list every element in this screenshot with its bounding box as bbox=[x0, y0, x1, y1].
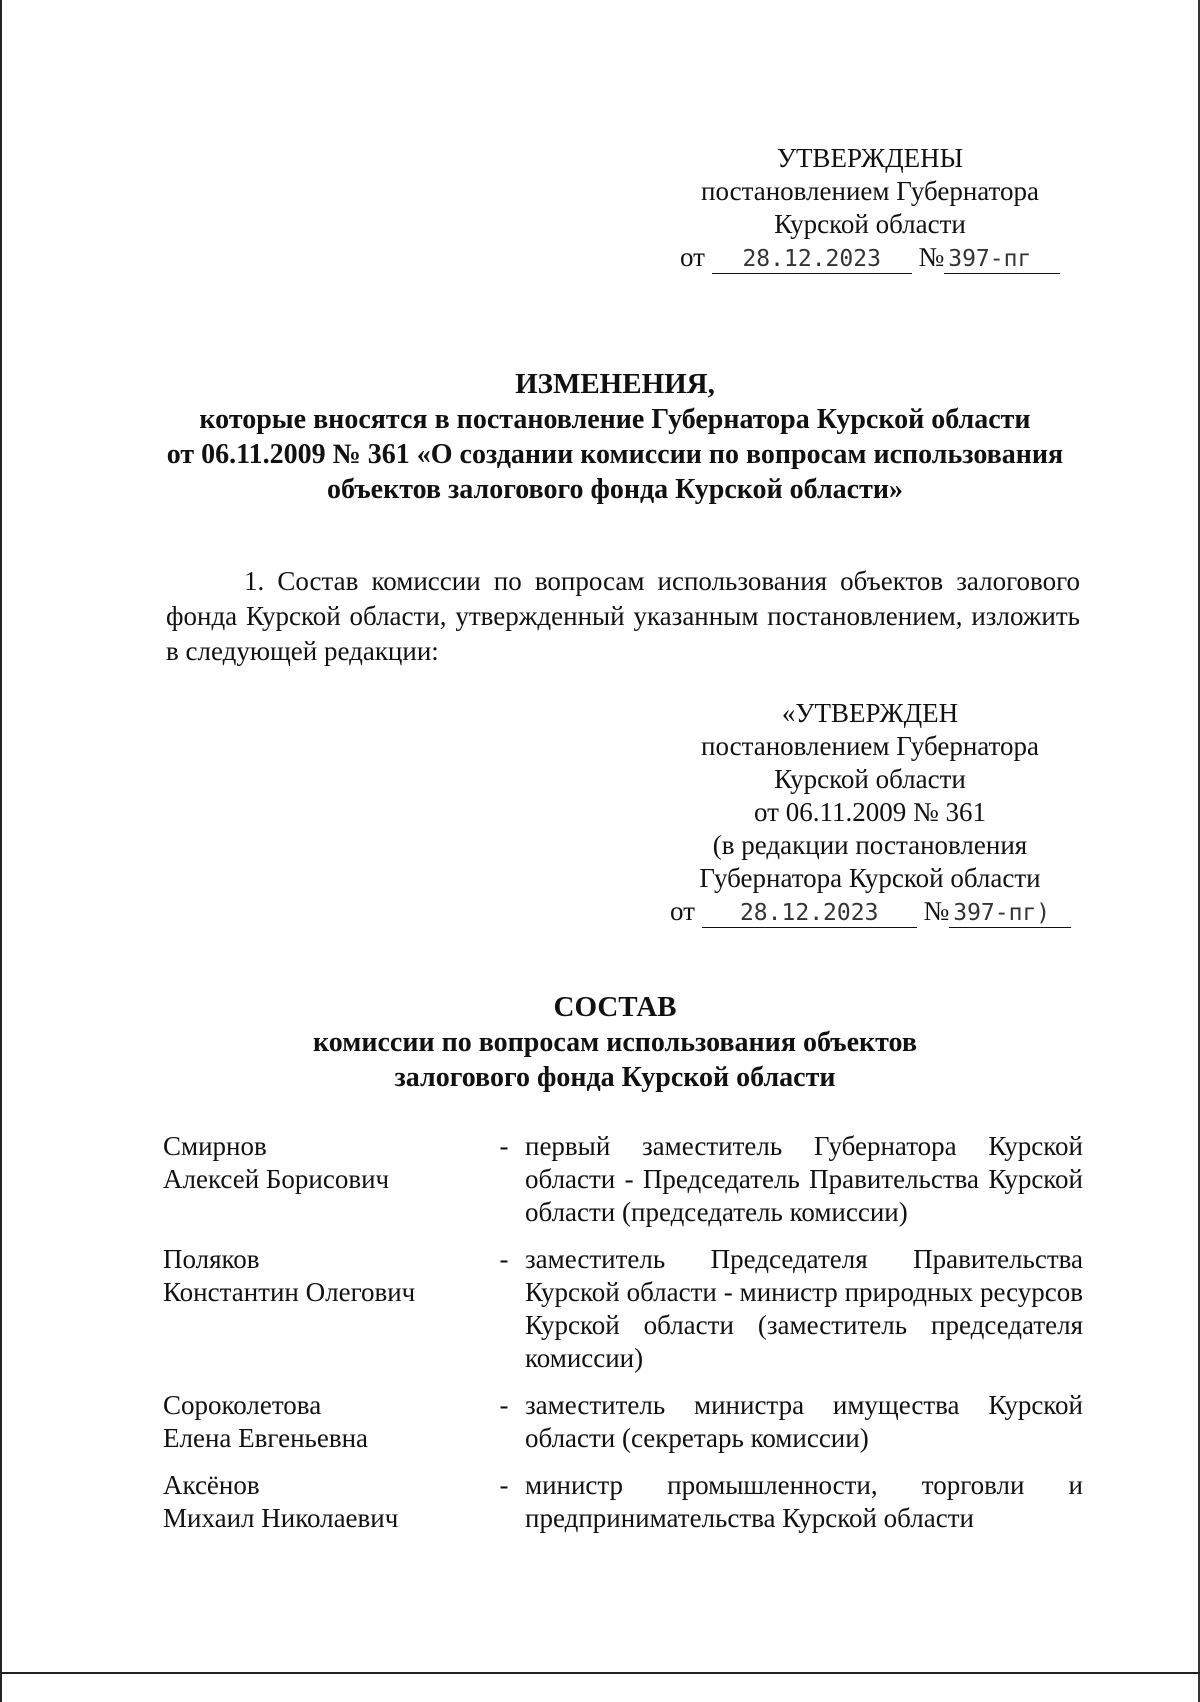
member-dash: - bbox=[499, 1244, 509, 1274]
member-surname: Сороколетова bbox=[163, 1390, 322, 1420]
changes-heading: ИЗМЕНЕНИЯ, bbox=[515, 368, 715, 400]
approval-line: постановлением Губернатора bbox=[701, 731, 1039, 761]
member-dash: - bbox=[499, 1470, 509, 1500]
approval-dateline bbox=[670, 895, 1070, 928]
member-role: министр промышленности, торговли и предпринимательства Курской области bbox=[525, 1470, 1083, 1533]
date-prefix: от bbox=[680, 242, 705, 272]
member-name bbox=[163, 1469, 483, 1535]
changes-subtitle-line: которые вносятся в постановление Губернатора Курской области bbox=[199, 404, 1031, 435]
member-given-name: Елена Евгеньевна bbox=[163, 1423, 369, 1453]
approval-line: Курской области bbox=[774, 209, 966, 239]
number-prefix: № bbox=[918, 242, 945, 272]
member-row bbox=[163, 1469, 1083, 1535]
composition-subtitle-line: комиссии по вопросам использования объектов bbox=[313, 1027, 917, 1058]
approval-date: 28.12.2023 bbox=[702, 899, 917, 928]
composition-subtitle-line: залогового фонда Курской области bbox=[394, 1062, 836, 1093]
member-dash: - bbox=[499, 1390, 509, 1420]
composition-heading: СОСТАВ bbox=[553, 991, 677, 1023]
members-list bbox=[163, 1130, 1083, 1549]
member-row bbox=[163, 1243, 1083, 1375]
member-row bbox=[163, 1389, 1083, 1455]
member-surname: Смирнов bbox=[163, 1131, 267, 1161]
changes-subtitle-line: от 06.11.2009 № 361 «О создании комиссии по вопросам использования bbox=[166, 439, 1064, 470]
approval-date: 28.12.2023 bbox=[712, 245, 912, 274]
member-surname: Аксёнов bbox=[163, 1470, 260, 1500]
member-row bbox=[163, 1130, 1083, 1229]
approval-line: (в редакции постановления bbox=[712, 830, 1028, 860]
scan-edge-bottom bbox=[0, 1672, 1200, 1674]
member-surname: Поляков bbox=[163, 1244, 260, 1274]
approval-line: Курской области bbox=[774, 764, 966, 794]
approval-block-inner bbox=[670, 697, 1070, 928]
member-name bbox=[163, 1243, 483, 1375]
member-given-name: Константин Олегович bbox=[163, 1277, 416, 1307]
member-name bbox=[163, 1130, 483, 1229]
changes-title bbox=[150, 367, 1080, 507]
approval-number: 397-пг bbox=[944, 245, 1060, 274]
composition-title bbox=[150, 990, 1080, 1095]
approval-block-top bbox=[680, 142, 1060, 274]
approval-heading: УТВЕРЖДЕНЫ bbox=[776, 143, 964, 173]
member-dash: - bbox=[499, 1131, 509, 1161]
number-prefix: № bbox=[923, 896, 950, 926]
approval-line: Губернатора Курской области bbox=[699, 863, 1041, 893]
approval-dateline bbox=[680, 241, 1060, 274]
approval-number: 397-пг) bbox=[949, 899, 1071, 928]
member-role: заместитель министра имущества Курской области (секретарь комиссии) bbox=[525, 1390, 1083, 1453]
member-given-name: Алексей Борисович bbox=[163, 1164, 390, 1194]
paragraph-1: 1. Состав комиссии по вопросам использования объектов залогового фонда Курской области, утвержденный указанным постановлением, изложить в следующей редакции: bbox=[166, 566, 1080, 666]
member-role: первый заместитель Губернатора Курской области - Председатель Правительства Курской области (председатель комиссии) bbox=[525, 1131, 1083, 1227]
scan-edge-left bbox=[0, 0, 2, 1702]
member-name bbox=[163, 1389, 483, 1455]
date-prefix: от bbox=[670, 896, 695, 926]
changes-subtitle-line: объектов залогового фонда Курской области» bbox=[327, 474, 903, 505]
approval-line: от 06.11.2009 № 361 bbox=[754, 797, 986, 827]
member-role: заместитель Председателя Правительства Курской области - министр природных ресурсов Курской области (заместитель председателя комиссии) bbox=[525, 1244, 1083, 1373]
approval-line: постановлением Губернатора bbox=[701, 176, 1039, 206]
member-given-name: Михаил Николаевич bbox=[163, 1503, 399, 1533]
approval-heading: «УТВЕРЖДЕН bbox=[781, 698, 959, 728]
